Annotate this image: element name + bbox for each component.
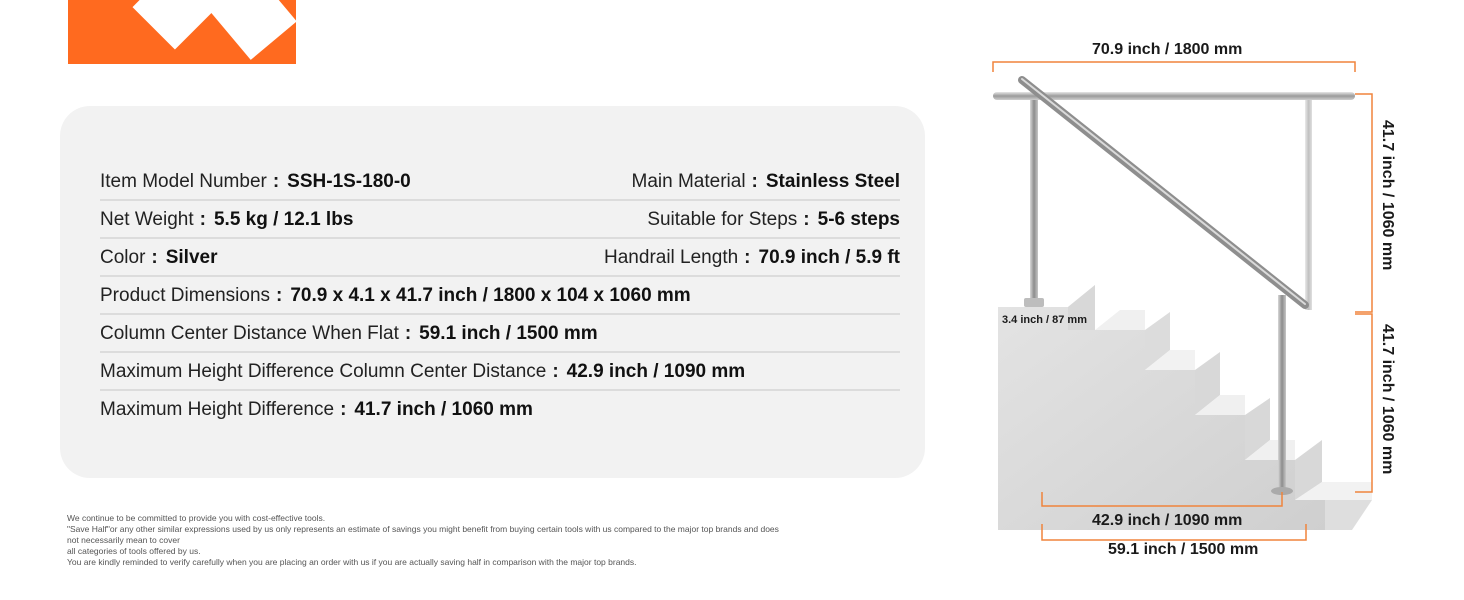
spec-separator: : xyxy=(272,170,280,192)
spec-value: SSH-1S-180-0 xyxy=(287,170,411,192)
spec-row xyxy=(100,392,900,427)
spec-label: Maximum Height Difference Column Center Distance xyxy=(100,360,547,382)
spec-label: Item Model Number xyxy=(100,170,267,192)
spec-value: 5-6 steps xyxy=(817,208,900,230)
spec-label: Suitable for Steps xyxy=(647,208,798,230)
spec-separator: : xyxy=(151,246,158,268)
spec-row xyxy=(100,164,900,201)
spec-separator: : xyxy=(552,360,559,382)
spec-value: 41.7 inch / 1060 mm xyxy=(354,398,533,420)
base-plate-label: 3.4 inch / 87 mm xyxy=(1002,314,1087,326)
spec-row xyxy=(100,278,900,315)
inner-span-label: 42.9 inch / 1090 mm xyxy=(1092,512,1243,529)
spec-cell xyxy=(100,323,598,345)
spec-cell xyxy=(632,171,901,193)
spec-cell xyxy=(100,361,745,383)
spec-cell xyxy=(100,247,218,269)
left-base xyxy=(1024,298,1044,307)
spec-label: Product Dimensions xyxy=(100,284,271,306)
spec-separator: : xyxy=(744,246,751,268)
spec-label: Net Weight xyxy=(100,208,194,230)
flat-span-label: 59.1 inch / 1500 mm xyxy=(1108,541,1259,558)
spec-value: 59.1 inch / 1500 mm xyxy=(419,322,598,344)
spec-row xyxy=(100,354,900,391)
spec-cell xyxy=(647,209,900,231)
spec-cell xyxy=(100,285,691,307)
spec-value: 5.5 kg / 12.1 lbs xyxy=(213,208,354,230)
disclaimer-line: "Save Half"or any other similar expressions used by us only represents an estimate of savings you might benefit from buying certain tools with us compared to the major top brands and does xyxy=(67,524,779,534)
disclaimer-line: all categories of tools offered by us. xyxy=(67,546,201,556)
disclaimer-line: not necessarily mean to cover xyxy=(67,535,180,545)
lower-post xyxy=(1278,295,1286,490)
spec-separator: : xyxy=(199,208,206,230)
disclaimer-line: We continue to be committed to provide you with cost-effective tools. xyxy=(67,513,326,523)
spec-cell xyxy=(100,171,411,193)
spec-separator: : xyxy=(404,322,412,344)
spec-value: 42.9 inch / 1090 mm xyxy=(566,360,746,382)
spec-separator: : xyxy=(751,170,758,192)
upper-height-label: 41.7 inch / 1060 mm xyxy=(1379,120,1396,271)
spec-separator: : xyxy=(276,284,283,306)
spec-label: Maximum Height Difference xyxy=(100,398,335,420)
handrail-illustration xyxy=(980,30,1420,570)
left-post xyxy=(1030,100,1038,300)
disclaimer-line: You are kindly reminded to verify carefully when you are placing an order with us if you are actually saving half in comparison with the major top brands. xyxy=(67,557,637,567)
product-diagram xyxy=(980,30,1420,570)
diagonal-highlight xyxy=(1022,79,1305,304)
spec-row xyxy=(100,240,900,277)
spec-label: Color xyxy=(100,246,146,268)
right-post-upper xyxy=(1305,100,1312,310)
spec-value: 70.9 inch / 5.9 ft xyxy=(758,246,900,268)
spec-table xyxy=(100,164,900,428)
spec-row xyxy=(100,202,900,239)
spec-label: Handrail Length xyxy=(604,246,739,268)
spec-value: Silver xyxy=(165,246,218,268)
spec-label: Main Material xyxy=(631,170,746,192)
brand-logo xyxy=(68,0,296,64)
spec-card xyxy=(60,106,925,478)
spec-row xyxy=(100,316,900,353)
logo-notch xyxy=(199,0,296,60)
spec-separator: : xyxy=(803,208,810,230)
spec-separator: : xyxy=(340,398,347,420)
spec-cell xyxy=(604,247,900,269)
spec-cell xyxy=(100,209,353,231)
spec-cell xyxy=(100,399,533,421)
disclaimer xyxy=(67,513,827,568)
lower-height-label: 41.7 inch / 1060 mm xyxy=(1379,324,1396,475)
top-width-label: 70.9 inch / 1800 mm xyxy=(1092,41,1243,58)
spec-value: Stainless Steel xyxy=(765,170,900,192)
spec-value: 70.9 x 4.1 x 41.7 inch / 1800 x 104 x 1060 mm xyxy=(290,284,691,306)
spec-label: Column Center Distance When Flat xyxy=(100,322,399,344)
